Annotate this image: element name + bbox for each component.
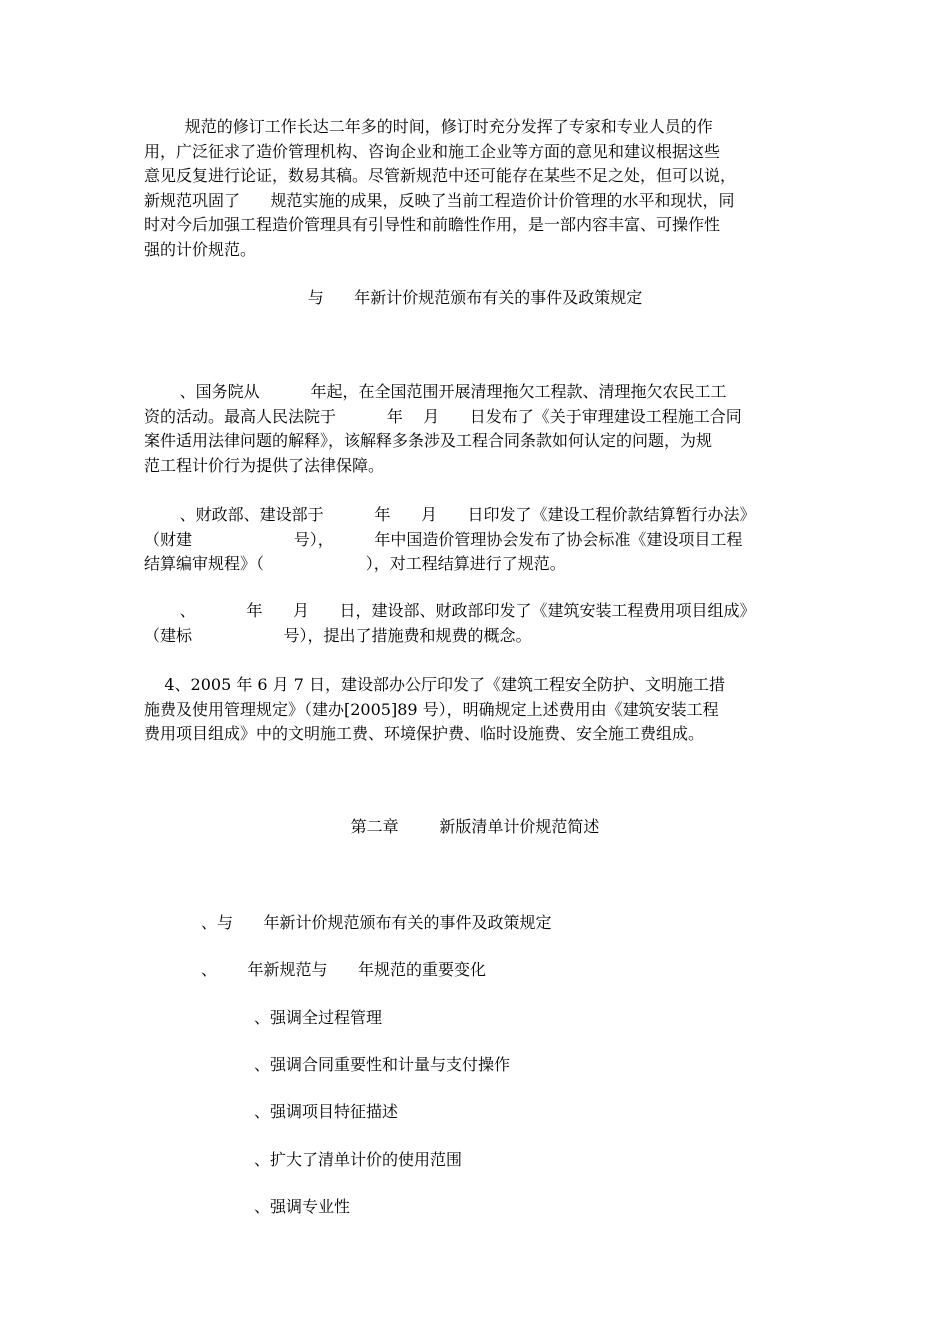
text-line: 施费及使用管理规定》（建办[2005]89 号），明确规定上述费用由《建筑安装工程: [144, 699, 719, 719]
outline-subitem: 、强调全过程管理: [254, 1008, 383, 1027]
event-paragraph-2: [144, 503, 806, 577]
section-heading: 与 年新计价规范颁布有关的事件及政策规定: [307, 288, 643, 307]
outline-subitem: 、强调合同重要性和计量与支付操作: [254, 1055, 511, 1074]
text-line: （建标 号），提出了措施费和规费的概念。: [144, 625, 532, 645]
text-line: 强的计价规范。: [144, 239, 257, 259]
text-line: 资的活动。最高人民法院于 年 月 日发布了《关于审理建设工程施工合同: [144, 406, 742, 426]
event-paragraph-3: [144, 599, 806, 648]
text-line: 、财政部、建设部于 年 月 日印发了《建设工程价款结算暂行办法》: [144, 505, 756, 524]
text-line: 新规范巩固了 规范实施的成果，反映了当前工程造价计价管理的水平和现状，同: [144, 190, 735, 210]
text-line: 范工程计价行为提供了法律保障。: [144, 455, 385, 475]
event-paragraph-4: [144, 673, 806, 747]
event-paragraph-1: [144, 380, 806, 478]
outline-subitem: 、强调专业性: [254, 1197, 351, 1216]
text-line: 案件适用法律问题的解释》，该解释多条涉及工程合同条款如何认定的问题，为规: [144, 431, 713, 450]
chapter-heading: 第二章 新版清单计价规范简述: [350, 817, 600, 836]
text-line: 4、2005 年 6 月 7 日，建设部办公厅印发了《建筑工程安全防护、文明施工措: [144, 675, 726, 694]
text-line: 、国务院从 年起，在全国范围开展清理拖欠工程款、清理拖欠农民工工: [144, 382, 727, 401]
text-line: （财建 号）， 年中国造价管理协会发布了协会标准《建设项目工程: [144, 529, 743, 549]
text-line: 意见反复进行论证，数易其稿。尽管新规范中还可能存在某些不足之处，但可以说，: [144, 166, 737, 185]
text-line: 时对今后加强工程造价管理具有引导性和前瞻性作用，是一部内容丰富、可操作性: [144, 215, 721, 234]
text-line: 、 年 月 日，建设部、财政部印发了《建筑安装工程费用项目组成》: [144, 601, 756, 620]
text-line: 用，广泛征求了造价管理机构、咨询企业和施工企业等方面的意见和建议根据这些: [144, 141, 721, 161]
outline-item-1: 、与 年新计价规范颁布有关的事件及政策规定: [201, 913, 552, 932]
outline-subitem: 、扩大了清单计价的使用范围: [254, 1150, 463, 1169]
text-line: 规范的修订工作长达二年多的时间，修订时充分发挥了专家和专业人员的作: [144, 117, 713, 136]
outline-subitem: 、强调项目特征描述: [254, 1102, 399, 1121]
text-line: 结算编审规程》（ ），对工程结算进行了规范。: [144, 554, 566, 573]
intro-paragraph: [144, 115, 806, 262]
text-line: 费用项目组成》中的文明施工费、环境保护费、临时设施费、安全施工费组成。: [144, 724, 705, 743]
outline-item-2: 、 年新规范与 年规范的重要变化: [201, 960, 487, 979]
